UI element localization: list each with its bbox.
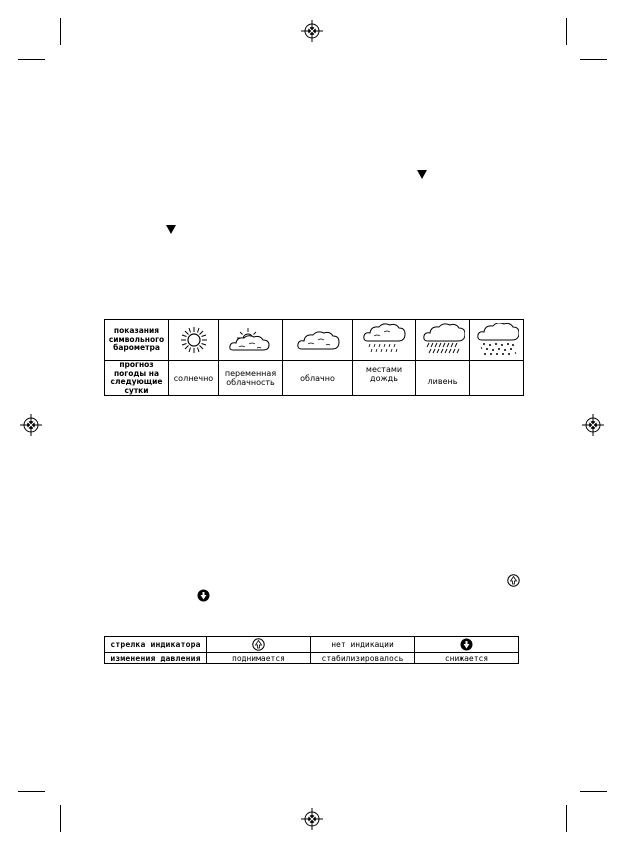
crop-mark (18, 791, 45, 792)
indicator-cell (415, 637, 519, 653)
cell-icon (416, 320, 470, 361)
sun-icon (179, 325, 209, 355)
cloud-icon (295, 327, 341, 353)
cloud-snow-icon (475, 323, 519, 357)
sun-cloud-icon (227, 325, 275, 355)
cell-icon (283, 320, 353, 361)
cloud-rain-icon (361, 323, 407, 357)
arrow-up-icon (252, 638, 265, 651)
crop-mark (566, 18, 567, 45)
crop-mark (580, 59, 607, 60)
registration-mark-icon (301, 808, 323, 830)
table-row (105, 320, 524, 361)
registration-mark-icon (20, 414, 42, 436)
forecast-cell: переменная облачность (219, 361, 283, 396)
weather-symbol-table (104, 319, 524, 396)
registration-mark-icon (582, 414, 604, 436)
cell-icon (353, 320, 416, 361)
state-cell: снижается (415, 653, 519, 664)
state-cell: поднимается (207, 653, 311, 664)
crop-mark (18, 59, 45, 60)
pressure-trend-table (104, 636, 519, 664)
state-cell: стабилизировалось (311, 653, 415, 664)
cell-icon (169, 320, 219, 361)
indicator-cell (207, 637, 311, 653)
table-row (105, 361, 524, 396)
indicator-cell: нет индикации (311, 637, 415, 653)
forecast-cell: ливень (416, 361, 470, 396)
arrow-down-icon (197, 589, 210, 602)
forecast-cell: местами дождь (353, 361, 416, 396)
table-row (105, 653, 519, 664)
arrow-down-icon (460, 638, 473, 651)
row-header-pressure-change: изменения давления (105, 653, 207, 664)
forecast-cell: солнечно (169, 361, 219, 396)
triangle-down-icon (166, 225, 176, 234)
row-header-forecast: прогноз погоды на следующие сутки (105, 361, 169, 396)
cloud-heavy-rain-icon (421, 323, 465, 357)
crop-mark (580, 791, 607, 792)
crop-mark (566, 805, 567, 832)
arrow-up-icon (507, 574, 520, 587)
registration-mark-icon (301, 20, 323, 42)
forecast-cell: облачно (283, 361, 353, 396)
triangle-down-icon (417, 170, 427, 179)
crop-mark (60, 18, 61, 45)
cell-icon (470, 320, 524, 361)
forecast-cell (470, 361, 524, 396)
cell-icon (219, 320, 283, 361)
table-row (105, 637, 519, 653)
row-header-indicator: стрелка индикатора (105, 637, 207, 653)
row-header-barometer: показания символьного барометра (105, 320, 169, 361)
crop-mark (60, 805, 61, 832)
